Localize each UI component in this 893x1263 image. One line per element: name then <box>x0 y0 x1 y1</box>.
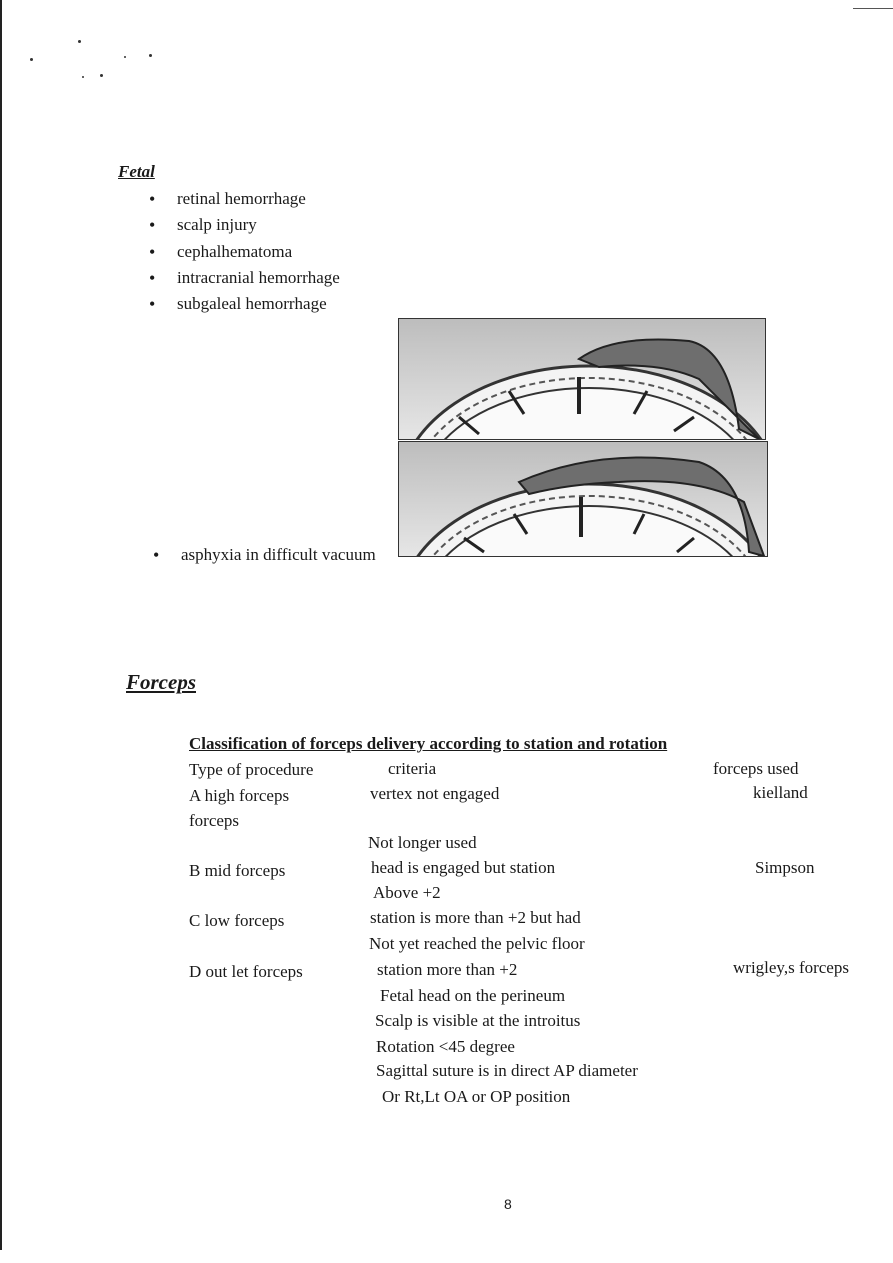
table-row-criteria: Rotation <45 degree <box>376 1037 515 1056</box>
forceps-title: Forceps <box>126 670 196 694</box>
classification-heading: Classification of forceps delivery according to station and rotation <box>189 734 668 753</box>
scan-speck <box>78 40 81 43</box>
scan-speck <box>30 58 33 61</box>
fetal-title: Fetal <box>118 162 155 181</box>
list-item: • retinal hemorrhage <box>177 186 340 212</box>
column-header-forceps-used: forceps used <box>713 759 799 778</box>
table-row-type: D out let forceps <box>189 962 303 981</box>
list-item: • subgaleal hemorrhage <box>177 291 340 317</box>
cephalhematoma-diagram <box>398 318 766 440</box>
skull-cross-section-illustration <box>399 319 765 439</box>
table-row-forceps-used: Simpson <box>755 858 815 877</box>
table-row-type: B mid forceps <box>189 861 286 880</box>
list-item: • cephalhematoma <box>177 239 340 265</box>
page-left-edge <box>0 0 2 1250</box>
list-item: • intracranial hemorrhage <box>177 265 340 291</box>
table-row-forceps-used: kielland <box>753 783 808 802</box>
table-row-type: A high forceps <box>189 786 290 805</box>
table-row-criteria: head is engaged but station <box>371 858 556 877</box>
table-row-criteria: Above +2 <box>373 883 441 902</box>
table-row-criteria: vertex not engaged <box>370 784 500 803</box>
table-row-criteria: Not yet reached the pelvic floor <box>369 934 585 953</box>
fetal-complications-list <box>177 186 340 317</box>
table-row-criteria: station more than +2 <box>377 960 518 979</box>
table-row-criteria: station is more than +2 but had <box>370 908 581 927</box>
list-item: • scalp injury <box>177 212 340 238</box>
fetal-last-item-list <box>181 542 376 568</box>
subgaleal-hemorrhage-diagram <box>398 441 768 557</box>
page-number: 8 <box>504 1196 512 1212</box>
skull-cross-section-illustration <box>399 442 767 556</box>
scan-speck <box>149 54 152 57</box>
scan-speck <box>100 74 103 77</box>
table-row-criteria: Fetal head on the perineum <box>380 986 566 1005</box>
column-header-criteria: criteria <box>388 759 437 778</box>
scan-speck <box>124 56 126 58</box>
table-row-type: C low forceps <box>189 911 285 930</box>
table-row-criteria: Sagittal suture is in direct AP diameter <box>376 1061 638 1080</box>
list-item: • asphyxia in difficult vacuum <box>181 542 376 568</box>
table-row-criteria: Or Rt,Lt OA or OP position <box>382 1087 571 1106</box>
column-header-type: Type of procedure <box>189 760 314 779</box>
table-row-forceps-used: wrigley,s forceps <box>733 958 849 977</box>
top-rule <box>853 8 893 9</box>
scan-speck <box>82 76 84 78</box>
table-row-type-cont: forceps <box>189 811 240 830</box>
table-row-criteria: Not longer used <box>368 833 477 852</box>
table-row-criteria: Scalp is visible at the introitus <box>375 1011 581 1030</box>
